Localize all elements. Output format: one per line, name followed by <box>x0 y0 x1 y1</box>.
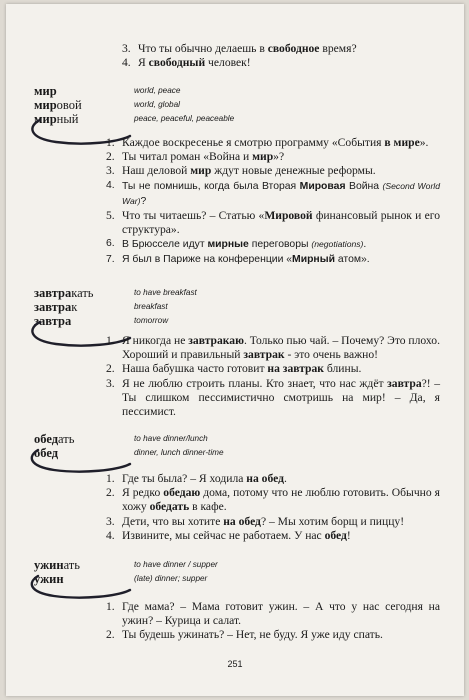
list-uzhin <box>106 600 440 643</box>
list-item <box>106 515 440 529</box>
item-number: 4. <box>106 179 115 191</box>
vocab-word: мир <box>34 84 57 98</box>
item-text: Ты читал роман «Война и мир»? <box>122 150 285 164</box>
list-item <box>106 472 440 486</box>
vocab-row <box>34 286 434 300</box>
list-item <box>106 377 440 420</box>
list-item <box>106 136 440 150</box>
list-item <box>106 150 440 164</box>
item-text: В Брюсселе идут мирные переговоры (negotiations). <box>122 239 367 251</box>
list-item <box>122 42 442 56</box>
vocab-word: мирный <box>34 112 79 126</box>
item-text: Где ты была? – Я ходила на обед. <box>122 472 287 485</box>
item-number: 1. <box>106 136 115 149</box>
item-text: Что ты читаешь? – Статью «Мировой финансовый рынок и его структура». <box>122 209 440 237</box>
list-item <box>106 362 440 376</box>
list-zavtrak <box>106 334 440 419</box>
textbook-page <box>6 4 464 696</box>
item-number: 1. <box>106 334 115 347</box>
item-number: 4. <box>122 56 131 70</box>
vocab-row <box>34 558 434 572</box>
item-number: 2. <box>106 486 115 500</box>
item-number: 6. <box>106 238 115 250</box>
item-number: 5. <box>106 209 115 223</box>
item-number: 3. <box>106 376 115 390</box>
list-item <box>106 600 440 628</box>
item-text: Каждое воскресенье я смотрю программу «События в мире». <box>122 136 429 149</box>
item-number: 7. <box>106 253 115 265</box>
vocab-translation: to have breakfast <box>134 288 197 297</box>
vocab-word: обедать <box>34 432 75 446</box>
item-text: Дети, что вы хотите на обед? – Мы хотим борщ и пиццу! <box>122 514 405 528</box>
vocab-row <box>34 300 434 314</box>
item-text: Я был в Париже на конференции «Мирный атом». <box>122 253 370 265</box>
item-number: 2. <box>106 362 115 376</box>
vocab-translation: world, peace <box>134 86 181 95</box>
vocab-translation: breakfast <box>134 302 168 311</box>
item-number: 3. <box>122 42 131 55</box>
list-item <box>106 179 440 209</box>
item-number: 1. <box>106 600 115 613</box>
page-number: 251 <box>227 659 243 669</box>
item-text: Ты не помнишь, когда была Вторая Мировая Война (Second World War)? <box>122 180 440 207</box>
vocab-translation: world, global <box>134 100 180 109</box>
vocab-word: завтра <box>34 314 72 328</box>
item-text: Я свободный человек! <box>138 56 251 70</box>
vocab-translation: (late) dinner; supper <box>134 574 208 583</box>
list-item <box>106 334 440 362</box>
top-list <box>122 42 442 70</box>
list-item <box>106 529 440 543</box>
vocab-word: ужин <box>34 572 64 586</box>
item-number: 3. <box>106 164 115 178</box>
item-text: Я редко обедаю дома, потому что не люблю готовить. Обычно я хожу обедать в кафе. <box>122 486 440 514</box>
vocab-translation: to have dinner / supper <box>134 560 218 569</box>
list-obed <box>106 472 440 543</box>
item-text: Ты будешь ужинать? – Нет, не буду. Я уже иду спать. <box>122 628 383 642</box>
vocab-word: мировой <box>34 98 82 112</box>
list-item <box>106 253 440 267</box>
list-item <box>106 628 440 642</box>
vocab-word: завтракать <box>34 286 94 300</box>
item-number: 1. <box>106 472 115 485</box>
list-item <box>122 56 442 70</box>
item-number: 4. <box>106 528 115 542</box>
vocab-word: завтрак <box>34 300 78 314</box>
vocab-row <box>34 98 434 112</box>
item-text: Наш деловой мир ждут новые денежные реформы. <box>122 164 376 178</box>
vocab-word: ужинать <box>34 558 80 572</box>
vocab-row <box>34 432 434 446</box>
item-text: Где мама? – Мама готовит ужин. – А что у нас сегодня на ужин? – Курица и салат. <box>122 600 440 628</box>
item-text: Наша бабушка часто готовит на завтрак блины. <box>122 362 362 376</box>
item-number: 2. <box>106 628 115 642</box>
vocab-translation: dinner, lunch dinner-time <box>134 448 224 457</box>
vocab-translation: peace, peaceful, peaceable <box>134 114 235 123</box>
item-text: Я никогда не завтракаю. Только пью чай. – Почему? Это плохо. Хороший и правильный завтрак - это очень важно! <box>122 334 440 362</box>
list-item <box>106 164 440 178</box>
item-text: Извините, мы сейчас не работаем. У нас обед! <box>122 528 351 542</box>
list-item <box>106 209 440 237</box>
list-item <box>106 486 440 514</box>
list-mir <box>106 136 440 267</box>
vocab-translation: to have dinner/lunch <box>134 434 208 443</box>
vocab-row <box>34 84 434 98</box>
list-item <box>106 237 440 252</box>
vocab-translation: tomorrow <box>134 316 169 325</box>
item-text: Что ты обычно делаешь в свободное время? <box>138 42 357 55</box>
item-text: Я не люблю строить планы. Кто знает, что нас ждёт завтра?! – Ты слишком пессимистично смотришь на мир! – Да, я пессимист. <box>122 376 441 419</box>
item-number: 3. <box>106 514 115 528</box>
vocab-word: обед <box>34 446 59 460</box>
item-number: 2. <box>106 150 115 164</box>
